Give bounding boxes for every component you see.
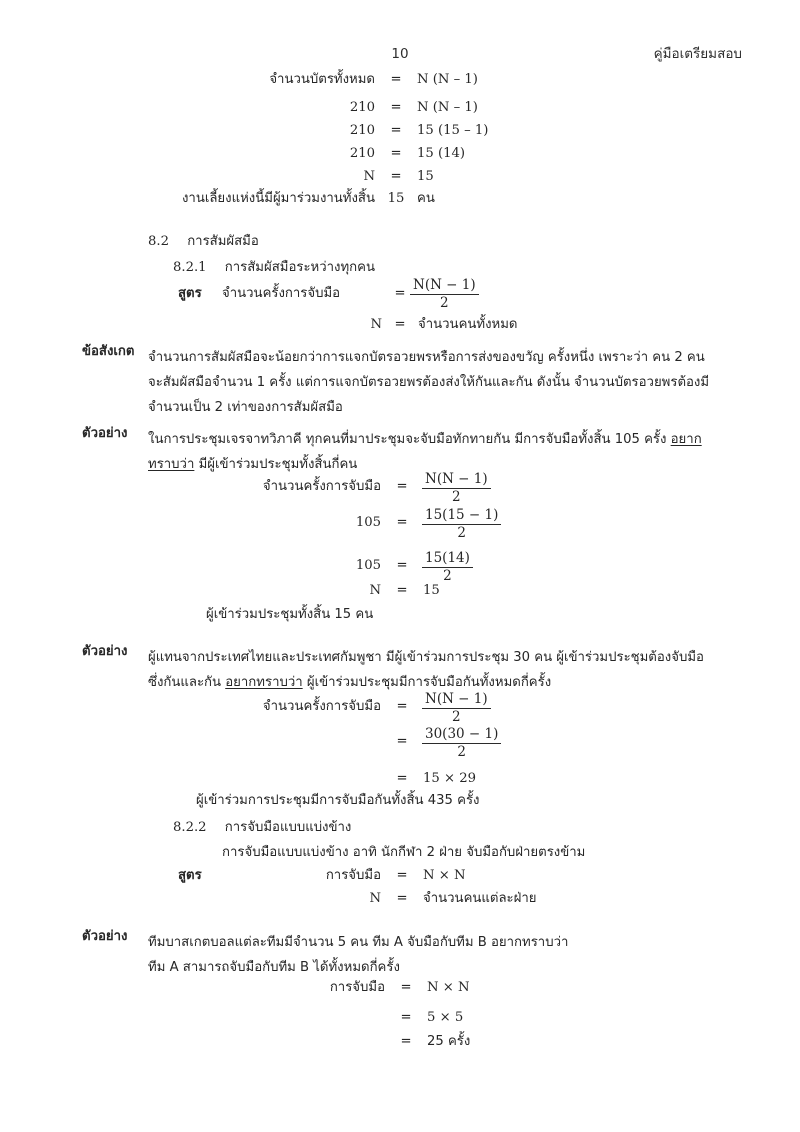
definition-lhs: N (370, 317, 382, 332)
example-underlined-text: อยาก (670, 432, 702, 447)
equation-row (290, 981, 470, 994)
formula-row (222, 287, 418, 300)
definition-rhs: จำนวนคนทั้งหมด (418, 317, 518, 332)
equation-lhs: 105 (355, 558, 381, 573)
note-line: จำนวนเป็น 2 เท่าของการสัมผัสมือ (148, 400, 343, 415)
note-line: จะสัมผัสมือจำนวน 1 ครั้ง แต่การแจกบัตรอวยพรต้องส่งให้กันและกัน ดังนั้น จำนวนบัตรอวยพรต้องมี (148, 375, 710, 390)
fraction-denominator: 2 (443, 567, 452, 584)
equation-lhs: 210 (349, 146, 375, 161)
equation-operator: = (396, 699, 408, 714)
equation-lhs: 210 (349, 123, 375, 138)
fraction-denominator: 2 (452, 708, 461, 725)
equation-row (290, 1011, 463, 1024)
definition-operator: = (396, 891, 408, 906)
equation-lhs: N (369, 583, 381, 598)
equation-rhs: 15 (423, 583, 440, 598)
equation-rhs: 15 (417, 169, 434, 184)
subsection-description: การจับมือแบบแบ่งข้าง อาทิ นักกีฬา 2 ฝ่าย จับมือกับฝ่ายตรงข้าม (222, 845, 586, 860)
example-text: ในการประชุมเจรจาทวิภาคี ทุกคนที่มาประชุมจะจับมือทักทายกัน มีการจับมือทั้งสิ้น 105 ครั้ง (148, 432, 671, 447)
section-heading-8-2 (148, 235, 259, 248)
formula-label: สูตร (178, 286, 202, 301)
equation-lhs: N (363, 169, 375, 184)
conclusion-unit: คน (417, 191, 435, 206)
equation-rhs: 5 × 5 (427, 1010, 464, 1025)
definition-lhs: N (369, 891, 381, 906)
equation-rhs: 15 (15 – 1) (417, 123, 489, 138)
equation-fraction (422, 472, 491, 504)
formula-fraction (410, 278, 479, 310)
example-2-body (148, 645, 713, 695)
definition-row (222, 318, 518, 331)
subsection-number: 8.2.1 (173, 260, 207, 275)
section-title: การสัมผัสมือ (187, 234, 259, 249)
equation-row (226, 480, 423, 493)
conclusion-row (180, 192, 435, 205)
equation-row (226, 735, 423, 748)
note-line: จำนวนการสัมผัสมือจะน้อยกว่าการแจกบัตรอวยพรหรือการส่งของขวัญ ครั้งหนึ่ง เพราะว่า คน 2 คน (148, 350, 705, 365)
equation-operator: = (396, 558, 408, 573)
equation-fraction (422, 692, 491, 724)
example-text: มีผู้เข้าร่วมประชุมทั้งสิ้นกี่คน (194, 457, 358, 472)
formula-label: สูตร (178, 868, 202, 883)
example-1-conclusion: ผู้เข้าร่วมประชุมทั้งสิ้น 15 คน (206, 607, 374, 622)
equation-rhs: 15 (14) (417, 146, 466, 161)
section-heading-8-2-1 (173, 261, 375, 274)
example-1-body (148, 427, 713, 477)
fraction-denominator: 2 (457, 524, 466, 541)
note-label: ข้อสังเกต (82, 344, 135, 359)
example-text: ซึ่งกันและกัน (148, 675, 226, 690)
equation-row (240, 170, 434, 183)
equation-operator: = (396, 479, 408, 494)
formula-lhs: การจับมือ (325, 868, 381, 883)
example-3-body (148, 930, 713, 980)
example-underlined-text: อยากทราบว่า (225, 675, 303, 690)
equation-lhs: จำนวนบัตรทั้งหมด (269, 72, 375, 87)
formula-row (257, 869, 466, 882)
example-underlined-text: ทราบว่า (148, 457, 195, 472)
fraction-denominator: 2 (440, 294, 449, 311)
fraction-numerator: N(N − 1) (422, 472, 491, 489)
equation-row (240, 124, 488, 137)
definition-rhs: จำนวนคนแต่ละฝ่าย (423, 891, 537, 906)
example-line (148, 427, 713, 452)
example-label: ตัวอย่าง (82, 644, 128, 659)
example-2-conclusion: ผู้เข้าร่วมการประชุมมีการจับมือกันทั้งสิ้น 435 ครั้ง (196, 793, 480, 808)
equation-fraction (422, 727, 501, 759)
running-head: คู่มือเตรียมสอบ (653, 46, 742, 62)
fraction-numerator: 15(14) (422, 551, 473, 568)
equation-operator: = (400, 1034, 412, 1049)
equation-operator: = (400, 1010, 412, 1025)
equation-rhs: N (N – 1) (417, 100, 478, 115)
equation-lhs: 105 (355, 515, 381, 530)
definition-row (257, 892, 537, 905)
definition-operator: = (394, 317, 406, 332)
equation-operator: = (396, 734, 408, 749)
equation-operator: = (390, 123, 402, 138)
section-number: 8.2 (148, 234, 169, 249)
equation-lhs: การจับมือ (329, 980, 385, 995)
equation-row (226, 516, 423, 529)
equation-rhs: 15 × 29 (423, 771, 476, 786)
formula-lhs: จำนวนครั้งการจับมือ (222, 286, 341, 301)
example-text: ผู้เข้าร่วมประชุมมีการจับมือกันทั้งหมดกี่ครั้ง (302, 675, 552, 690)
equation-lhs: 210 (349, 100, 375, 115)
equation-rhs: N × N (427, 980, 470, 995)
fraction-denominator: 2 (457, 743, 466, 760)
page-number: 10 (391, 46, 409, 62)
equation-lhs: จำนวนครั้งการจับมือ (262, 699, 381, 714)
equation-row (226, 559, 423, 572)
equation-operator: = (390, 72, 402, 87)
equation-row (240, 147, 465, 160)
example-line: ทีมบาสเกตบอลแต่ละทีมมีจำนวน 5 คน ทีม A จับมือกับทีม B อยากทราบว่า (148, 935, 569, 950)
example-label: ตัวอย่าง (82, 426, 128, 441)
subsection-title: การสัมผัสมือระหว่างทุกคน (224, 260, 375, 275)
equation-operator: = (396, 583, 408, 598)
equation-operator: = (390, 169, 402, 184)
fraction-numerator: N(N − 1) (410, 278, 479, 295)
fraction-numerator: 15(15 − 1) (422, 508, 501, 525)
note-body (148, 345, 713, 420)
example-line: ผู้แทนจากประเทศไทยและประเทศกัมพูชา มีผู้เข้าร่วมการประชุม 30 คน ผู้เข้าร่วมประชุมต้องจับมือ (148, 650, 704, 665)
fraction-numerator: N(N − 1) (422, 692, 491, 709)
example-line: ทีม A สามารถจับมือกับทีม B ได้ทั้งหมดกี่ครั้ง (148, 960, 400, 975)
subsection-number: 8.2.2 (173, 820, 207, 835)
equation-lhs: จำนวนครั้งการจับมือ (262, 479, 381, 494)
equation-fraction (422, 508, 501, 540)
conclusion-text: งานเลี้ยงแห่งนี้มีผู้มาร่วมงานทั้งสิ้น (181, 191, 375, 206)
conclusion-value: 15 (387, 191, 405, 206)
formula-operator: = (396, 868, 408, 883)
equation-operator: = (396, 515, 408, 530)
equation-row (226, 584, 440, 597)
equation-row (240, 73, 478, 86)
equation-rhs: N (N – 1) (417, 72, 478, 87)
formula-rhs: N × N (423, 868, 466, 883)
equation-row (226, 772, 476, 785)
equation-operator: = (390, 146, 402, 161)
example-label: ตัวอย่าง (82, 929, 128, 944)
formula-operator: = (394, 286, 406, 301)
equation-fraction (422, 551, 473, 583)
fraction-denominator: 2 (452, 488, 461, 505)
equation-operator: = (400, 980, 412, 995)
subsection-title: การจับมือแบบแบ่งข้าง (224, 820, 352, 835)
equation-row (226, 700, 423, 713)
equation-operator: = (396, 771, 408, 786)
equation-row (240, 101, 478, 114)
section-heading-8-2-2 (173, 821, 351, 834)
equation-operator: = (390, 100, 402, 115)
fraction-numerator: 30(30 − 1) (422, 727, 501, 744)
equation-rhs: 25 ครั้ง (427, 1034, 471, 1049)
equation-row (290, 1035, 470, 1048)
